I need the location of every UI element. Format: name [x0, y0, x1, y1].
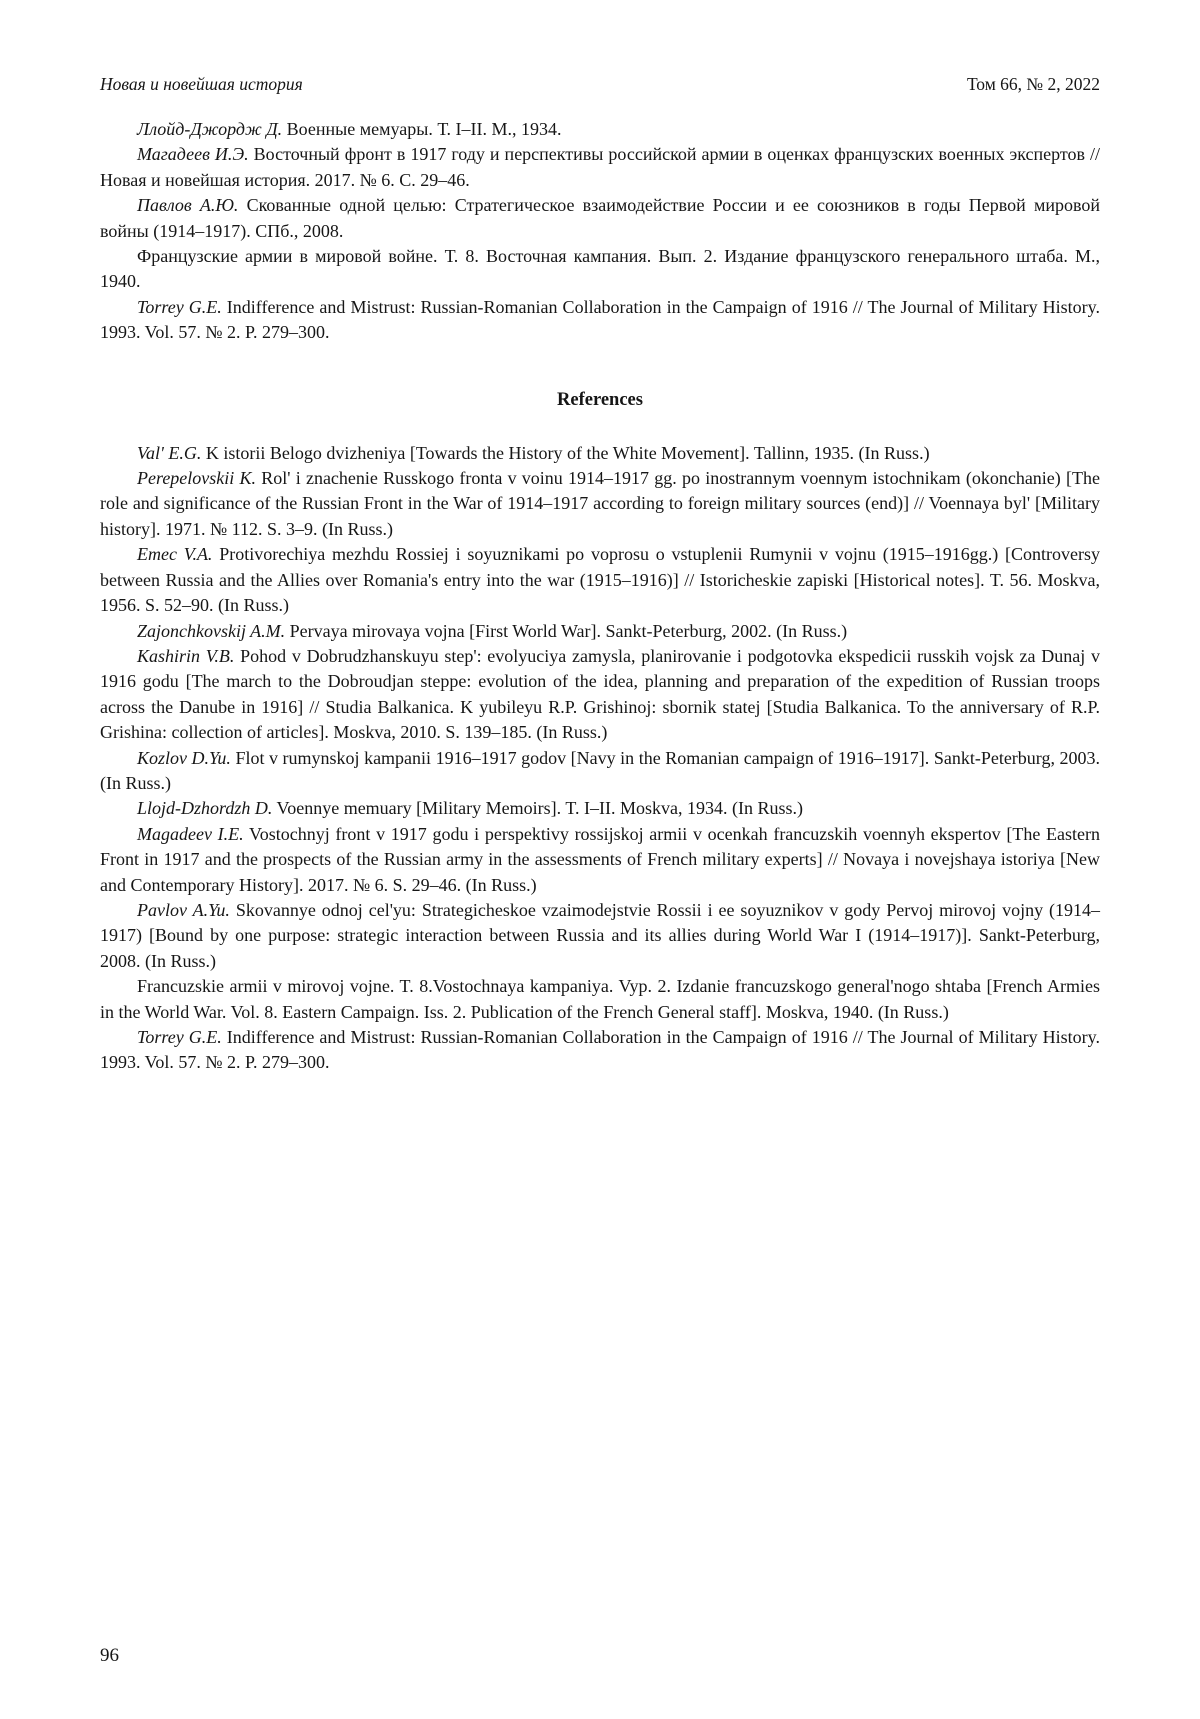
entry-text: Rol' i znachenie Russkogo fronta v voinu 1914–1917 gg. po inostrannym voennym istochnikam (okonchanie) [The role and significance of the Russian Front in the War of 1914–1917 according to foreign military sources (end)] // Voennaya byl' [Military history]. 1971. № 112. S. 3–9. (In Russ.) — [100, 468, 1100, 539]
entry-text: Francuzskie armii v mirovoj vojne. T. 8.Vostochnaya kampaniya. Vyp. 2. Izdanie francuzskogo general'nogo shtaba [French Armies in the World War. Vol. 8. Eastern Campaign. Iss. 2. Publication of the French General staff]. Moskva, 1940. (In Russ.) — [100, 976, 1100, 1022]
entry-text: Flot v rumynskoj kampanii 1916–1917 godov [Navy in the Romanian campaign of 1916–1917]. Sankt-Peterburg, 2003. (In Russ.) — [100, 747, 1101, 793]
entry-text: Pohod v Dobrudzhanskuyu step': evolyuciya zamysla, planirovanie i podgotovka ekspedicii russkih vojsk za Dunaj v 1916 godu [The march to the Dobroudjan steppe: evolution of the idea, planning and preparation of the expedition of Russian troops across the Danube in 1916] // Studia Balkanica. K yubileyu R.P. Grishinoj: sbornik statej [Studia Balkanica. To the anniversary of R.P. Grishina: collection of articles]. Moskva, 2010. S. 139–185. (In Russ.) — [100, 645, 1100, 743]
entry-text: Vostochnyj front v 1917 godu i perspektivy rossijskoj armii v ocenkah francuzskih voennyh ekspertov [The Eastern Front in 1917 and the prospects of the Russian army in the assessments of French military experts] // Novaya i novejshaya istoriya [New and Contemporary History]. 2017. № 6. S. 29–46. (In Russ.) — [100, 823, 1100, 895]
entry-text: Skovannye odnoj cel'yu: Strategicheskoe vzaimodejstvie Rossii i ee soyuznikov v gody Pervoj mirovoj vojny (1914–1917) [Bound by one purpose: strategic interaction between Russia and its allies during World War I (1914–1917)]. Sankt-Peterburg, 2008. (In Russ.) — [100, 899, 1100, 971]
references-heading: References — [557, 389, 643, 410]
author-name: Emec V.A. — [137, 544, 213, 565]
author-name: Kashirin V.B. — [137, 645, 235, 666]
entry-text: Voennye memuary [Military Memoirs]. T. I–II. Moskva, 1934. (In Russ.) — [272, 798, 803, 819]
entry-text: Скованные одной целью: Стратегическое взаимодействие России и ее союзников в годы Первой мировой войны (1914–1917). СПб., 2008. — [100, 195, 1100, 241]
entry-text: Indifference and Mistrust: Russian-Romanian Collaboration in the Campaign of 1916 // The Journal of Military History. 1993. Vol. 57. № 2. P. 279–300. — [100, 296, 1100, 343]
author-name: Val' E.G. — [137, 442, 202, 463]
author-name: Павлов А.Ю. — [137, 195, 239, 216]
journal-title: Новая и новейшая история — [100, 74, 303, 94]
page-header — [100, 74, 1100, 95]
author-name: Llojd-Dzhordzh D. — [137, 798, 273, 819]
references-section — [100, 441, 1100, 1076]
entry-text: Protivorechiya mezhdu Rossiej i soyuznikami po voprosu o vstuplenii Rumynii v vojnu (1915–1916gg.) [Controversy between Russia and the Allies over Romania's entry into the war (1915–1916)] // Istoricheskie zapiski [Historical notes]. T. 56. Moskva, 1956. S. 52–90. (In Russ.) — [100, 544, 1100, 616]
entry-text: Военные мемуары. Т. I–II. М., 1934. — [282, 119, 562, 139]
reference-entry — [100, 974, 1100, 1025]
reference-entry — [100, 542, 1100, 618]
reference-entry — [100, 822, 1100, 898]
author-name: Магадеев И.Э. — [137, 144, 249, 165]
author-name: Perepelovskii K. — [137, 468, 257, 489]
bibliography-entry — [100, 244, 1100, 295]
author-name: Pavlov A.Yu. — [137, 899, 230, 920]
entry-text: Французские армии в мировой войне. Т. 8. Восточная кампания. Вып. 2. Издание французского генерального штаба. М., 1940. — [100, 246, 1100, 292]
entry-text: K istorii Belogo dvizheniya [Towards the History of the White Movement]. Tallinn, 1935. (In Russ.) — [201, 442, 930, 463]
reference-entry — [100, 796, 1100, 821]
reference-entry — [100, 466, 1100, 542]
bibliography-entry — [100, 142, 1100, 193]
author-name: Zajonchkovskij A.M. — [137, 620, 286, 641]
bibliography-section — [100, 117, 1100, 346]
entry-text: Восточный фронт в 1917 году и перспективы российской армии в оценках французских военных экспертов // Новая и новейшая история. 2017. № 6. С. 29–46. — [100, 144, 1100, 190]
bibliography-entry — [100, 193, 1100, 244]
reference-entry — [100, 898, 1100, 974]
bibliography-entry — [100, 117, 1100, 142]
page-number: 96 — [100, 1645, 119, 1666]
author-name: Ллойд-Джордж Д. — [137, 119, 283, 139]
author-name: Torrey G.E. — [137, 1027, 222, 1047]
entry-text: Indifference and Mistrust: Russian-Romanian Collaboration in the Campaign of 1916 // The Journal of Military History. 1993. Vol. 57. № 2. P. 279–300. — [100, 1027, 1100, 1073]
reference-entry — [100, 644, 1100, 746]
entry-text: Pervaya mirovaya vojna [First World War]. Sankt-Peterburg, 2002. (In Russ.) — [285, 620, 848, 641]
issue-info: Том 66, № 2, 2022 — [966, 74, 1100, 94]
reference-entry — [100, 1025, 1100, 1076]
bibliography-entry — [100, 295, 1100, 346]
reference-entry — [100, 441, 1100, 466]
reference-entry — [100, 619, 1100, 644]
author-name: Torrey G.E. — [137, 296, 222, 317]
reference-entry — [100, 746, 1100, 797]
author-name: Kozlov D.Yu. — [137, 747, 231, 768]
author-name: Magadeev I.E. — [137, 823, 244, 844]
